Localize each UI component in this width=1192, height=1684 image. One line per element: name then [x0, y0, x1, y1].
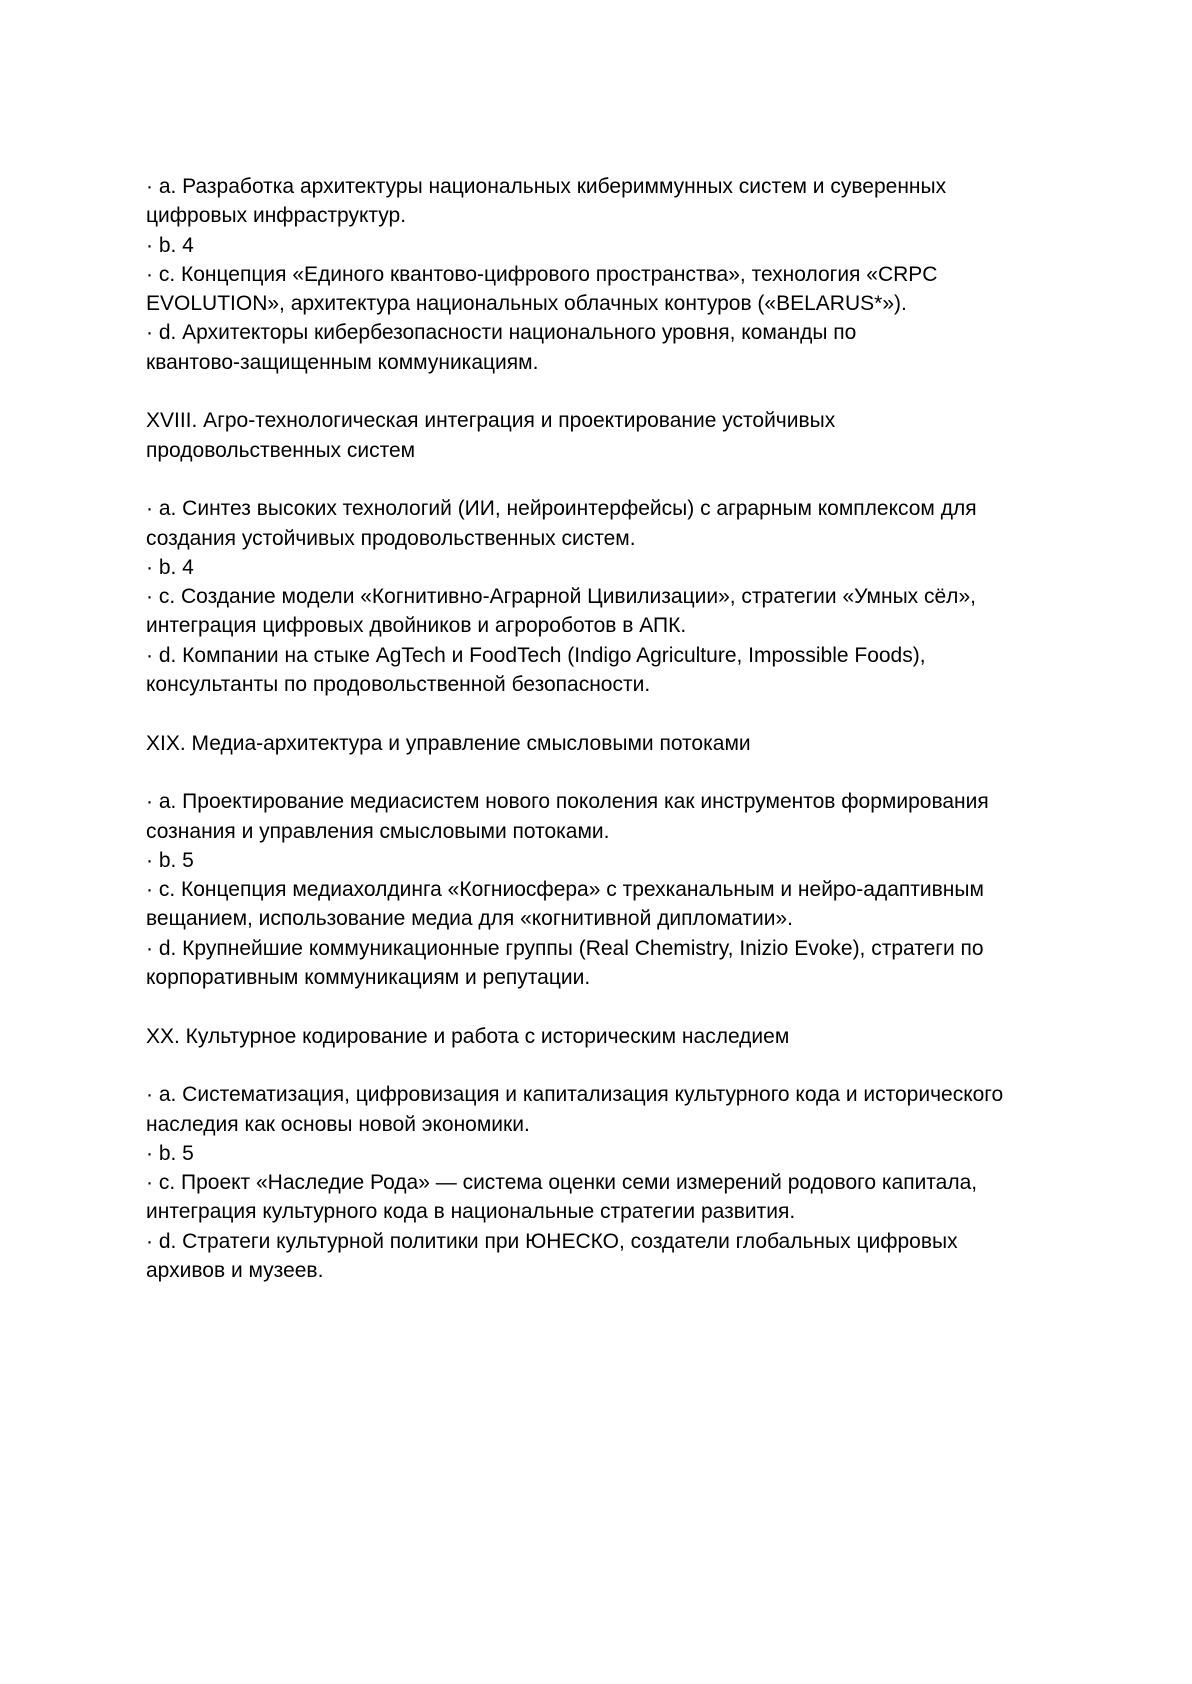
- text-line: · c. Концепция медиахолдинга «Когниосфера» с трехканальным и нейро-адаптивным: [146, 878, 984, 902]
- text-line: · d. Архитекторы кибербезопасности национального уровня, команды по: [146, 321, 857, 345]
- paragraph-gap: [146, 377, 1066, 406]
- heading-line: XIX. Медиа-архитектура и управление смысловыми потоками: [146, 731, 751, 755]
- text-line: архивов и музеев.: [146, 1258, 324, 1282]
- text-line: · d. Компании на стыке AgTech и FoodTech (Indigo Agriculture, Impossible Foods),: [146, 643, 926, 667]
- item-a: [146, 172, 1066, 231]
- item-c: [146, 1168, 1066, 1227]
- document-page: [146, 172, 1066, 1285]
- heading-line: продовольственных систем: [146, 438, 416, 462]
- item-c: [146, 582, 1066, 641]
- text-line: консультанты по продовольственной безопасности.: [146, 673, 651, 697]
- heading-line: XX. Культурное кодирование и работа с историческим наследием: [146, 1024, 790, 1048]
- section-continuation: [146, 172, 1066, 377]
- item-a: [146, 787, 1066, 846]
- text-line: · c. Концепция «Единого квантово-цифрового пространства», технология «CRPC: [146, 262, 938, 286]
- text-line: квантово-защищенным коммуникациям.: [146, 350, 539, 374]
- item-b: [146, 231, 1066, 260]
- section-xix: [146, 729, 1066, 993]
- item-d: [146, 1227, 1066, 1286]
- item-c: [146, 875, 1066, 934]
- text-line: · d. Крупнейшие коммуникационные группы (Real Chemistry, Inizio Evoke), стратеги по: [146, 936, 984, 960]
- text-line: интеграция культурного кода в национальные стратегии развития.: [146, 1200, 796, 1224]
- item-c: [146, 260, 1066, 319]
- paragraph-gap: [146, 992, 1066, 1021]
- section-heading: [146, 729, 1066, 758]
- section-xviii: [146, 406, 1066, 699]
- paragraph-gap: [146, 1051, 1066, 1080]
- item-d: [146, 318, 1066, 377]
- text-line: · b. 5: [146, 1141, 194, 1165]
- section-xx: [146, 1022, 1066, 1286]
- text-line: наследия как основы новой экономики.: [146, 1112, 530, 1136]
- item-a: [146, 494, 1066, 553]
- item-d: [146, 641, 1066, 700]
- text-line: · a. Систематизация, цифровизация и капитализация культурного кода и исторического: [146, 1083, 1004, 1107]
- text-line: · d. Стратеги культурной политики при ЮНЕСКО, создатели глобальных цифровых: [146, 1229, 958, 1253]
- text-line: · b. 4: [146, 233, 194, 257]
- text-line: интеграция цифровых двойников и агророботов в АПК.: [146, 614, 687, 638]
- item-b: [146, 846, 1066, 875]
- text-line: · a. Проектирование медиасистем нового поколения как инструментов формирования: [146, 790, 989, 814]
- heading-line: XVIII. Агро-технологическая интеграция и проектирование устойчивых: [146, 409, 836, 433]
- paragraph-gap: [146, 699, 1066, 728]
- text-line: цифровых инфраструктур.: [146, 204, 407, 228]
- text-line: EVOLUTION», архитектура национальных облачных контуров («BELARUS*»).: [146, 292, 907, 316]
- text-line: сознания и управления смысловыми потоками.: [146, 819, 610, 843]
- text-line: вещанием, использование медиа для «когнитивной дипломатии».: [146, 907, 793, 931]
- text-line: · a. Разработка архитектуры национальных кибериммунных систем и суверенных: [146, 175, 947, 198]
- item-a: [146, 1080, 1066, 1139]
- text-line: корпоративным коммуникациям и репутации.: [146, 966, 591, 990]
- text-line: · c. Проект «Наследие Рода» — система оценки семи измерений родового капитала,: [146, 1171, 978, 1195]
- section-heading: [146, 1022, 1066, 1051]
- text-line: · b. 4: [146, 555, 194, 579]
- text-line: · b. 5: [146, 848, 194, 872]
- paragraph-gap: [146, 465, 1066, 494]
- text-line: · c. Создание модели «Когнитивно-Аграрной Цивилизации», стратегии «Умных сёл»,: [146, 585, 976, 609]
- section-heading: [146, 406, 1066, 465]
- item-b: [146, 1139, 1066, 1168]
- item-d: [146, 934, 1066, 993]
- item-b: [146, 553, 1066, 582]
- paragraph-gap: [146, 758, 1066, 787]
- text-line: · a. Синтез высоких технологий (ИИ, нейроинтерфейсы) с аграрным комплексом для: [146, 497, 977, 521]
- text-line: создания устойчивых продовольственных систем.: [146, 526, 636, 550]
